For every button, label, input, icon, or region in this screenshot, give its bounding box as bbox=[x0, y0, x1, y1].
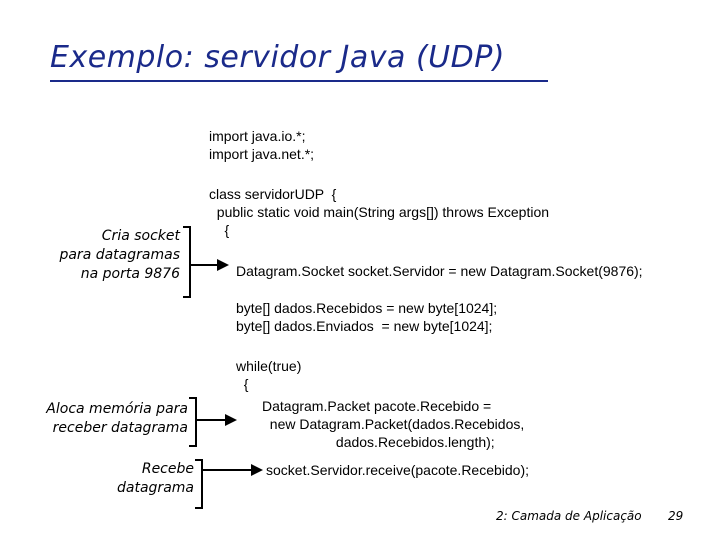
title-underline bbox=[50, 80, 548, 82]
slide-title: Exemplo: servidor Java (UDP) bbox=[50, 40, 506, 75]
code-buffer-allocation: byte[] dados.Recebidos = new byte[1024]; byte[] dados.Enviados = new byte[1024]; bbox=[236, 300, 498, 334]
code-class-declaration: class servidorUDP { public static void main(String args[]) throws Exception { bbox=[209, 186, 550, 238]
code-while-loop: while(true) { bbox=[236, 358, 302, 392]
footer-page-number: 29 bbox=[668, 509, 684, 523]
arrow-socket-icon bbox=[189, 258, 229, 272]
arrow-memory-icon bbox=[195, 413, 237, 427]
note-receive-datagram: Recebe datagrama bbox=[117, 461, 194, 496]
code-packet-creation: Datagram.Packet pacote.Recebido = new Datagram.Packet(dados.Recebidos, dados.Recebidos.length); bbox=[262, 398, 525, 450]
arrow-receive-icon bbox=[201, 463, 263, 477]
note-allocate-memory: Aloca memória para receber datagrama bbox=[46, 401, 188, 436]
code-receive-call: socket.Servidor.receive(pacote.Recebido); bbox=[266, 462, 530, 478]
code-imports: import java.io.*; import java.net.*; bbox=[209, 128, 315, 162]
footer-chapter: 2: Camada de Aplicação bbox=[496, 509, 642, 523]
code-socket-creation: Datagram.Socket socket.Servidor = new Datagram.Socket(9876); bbox=[236, 263, 643, 279]
note-create-socket: Cria socket para datagramas na porta 9876 bbox=[59, 228, 180, 282]
